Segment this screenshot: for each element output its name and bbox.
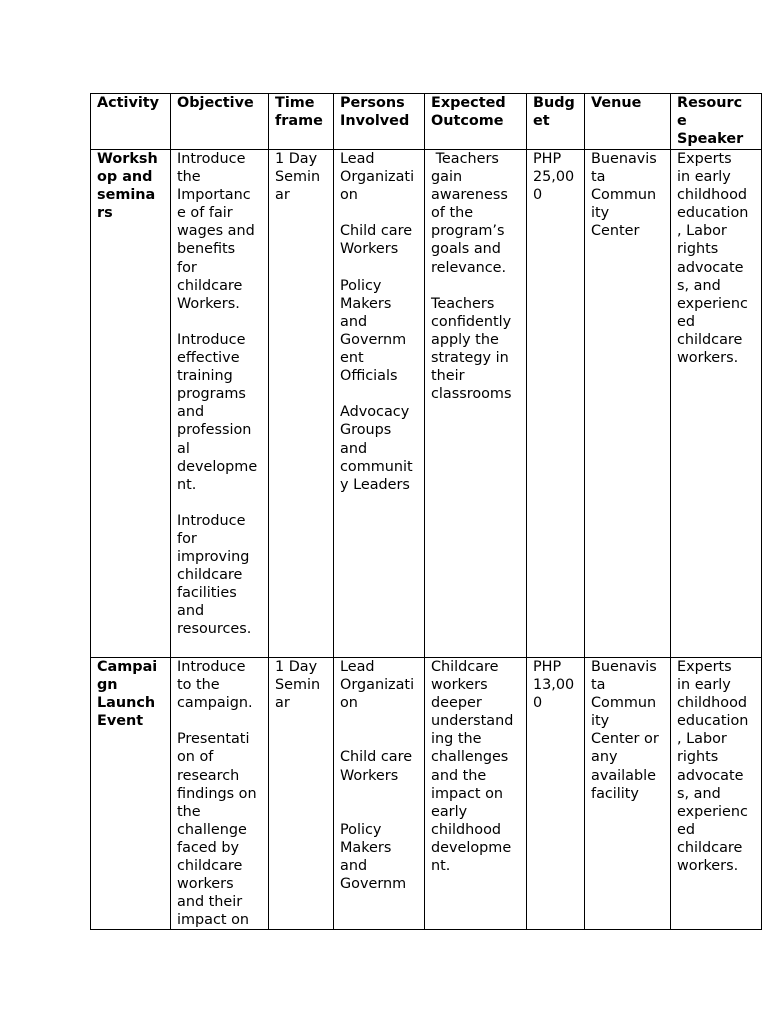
cell-resource-speaker: Experts in early childhood education , Labor rights advocate s, and experienc ed childcare workers. — [671, 658, 762, 930]
cell-timeframe: 1 Day Semin ar — [269, 658, 334, 930]
cell-activity: Campai gn Launch Event — [91, 658, 171, 930]
header-budget: Budg et — [527, 94, 585, 150]
cell-objective: Introduce the Importanc e of fair wages and benefits for childcare Workers. Introduce effective training programs and profession al developme nt. Introduce for improving childcare facilities and resources. — [171, 150, 269, 658]
cell-timeframe: 1 Day Semin ar — [269, 150, 334, 658]
cell-budget: PHP 25,00 0 — [527, 150, 585, 658]
cell-venue: Buenavis ta Commun ity Center — [585, 150, 671, 658]
header-activity: Activity — [91, 94, 171, 150]
cell-venue: Buenavis ta Commun ity Center or any available facility — [585, 658, 671, 930]
header-objective: Objective — [171, 94, 269, 150]
cell-expected-outcome: Childcare workers deeper understand ing the challenges and the impact on early childhood developme nt. — [425, 658, 527, 930]
activity-plan-table — [90, 93, 762, 930]
cell-resource-speaker: Experts in early childhood education , Labor rights advocate s, and experienc ed childcare workers. — [671, 150, 762, 658]
cell-activity: Worksh op and semina rs — [91, 150, 171, 658]
header-venue: Venue — [585, 94, 671, 150]
header-resource-speaker: Resourc e Speaker — [671, 94, 762, 150]
cell-objective: Introduce to the campaign. Presentati on of research findings on the challenge faced by childcare workers and their impact on — [171, 658, 269, 930]
table-row — [91, 150, 762, 658]
header-persons-involved: Persons Involved — [334, 94, 425, 150]
cell-expected-outcome: Teachers gain awareness of the program’s goals and relevance. Teachers confidently apply the strategy in their classrooms — [425, 150, 527, 658]
header-row — [91, 94, 762, 150]
header-expected-outcome: Expected Outcome — [425, 94, 527, 150]
cell-persons-involved: Lead Organizati on Child care Workers Policy Makers and Governm — [334, 658, 425, 930]
cell-persons-involved: Lead Organizati on Child care Workers Policy Makers and Governm ent Officials Advocacy Groups and communit y Leaders — [334, 150, 425, 658]
table-row — [91, 658, 762, 930]
cell-budget: PHP 13,00 0 — [527, 658, 585, 930]
header-timeframe: Time frame — [269, 94, 334, 150]
